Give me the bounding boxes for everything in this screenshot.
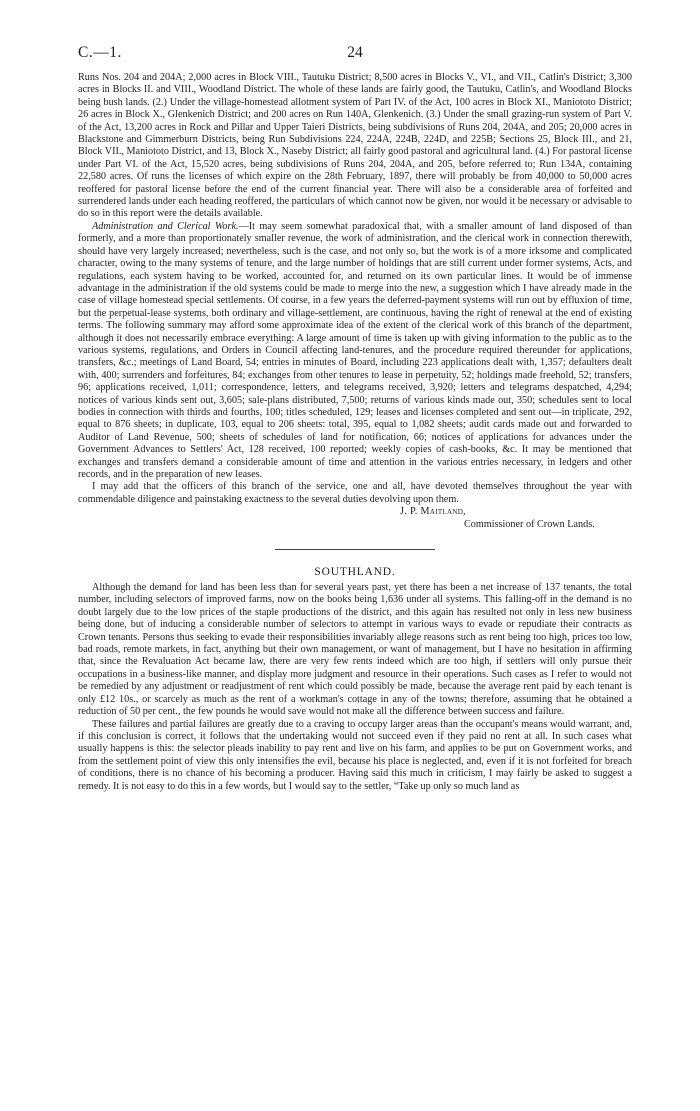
page-number: 24: [347, 44, 363, 61]
signature-title: Commissioner of Crown Lands.: [464, 518, 595, 530]
otago-section-text: [78, 72, 632, 506]
document-reference: C.—1.: [78, 44, 122, 61]
southland-paragraph-1: Although the demand for land has been less than for several years past, yet there has been a net increase of 137 tenants, the total number, including selectors of improved farms, now on the books being 1,636 under all systems. This falling-off in the demand is no doubt largely due to the low prices of the staple productions of the district, and this again has resulted not only in less new business being done, but of inducing a considerable number of selectors to attempt in various ways to evade or repudiate their contracts as Crown tenants. Persons thus seeking to evade their responsibilities invariably allege reasons such as rent being too high, prices too low, bad roads, remote markets, in fact, anything but their own management, or want of management, but I have no hesitation in affirming that, since the Revaluation Act became law, there are very few rents indeed which are too high, if settlers will only pursue their occupations in a business-like manner, and display more judgment and resource in their operations. Such cases as I refer to would not be remedied by any adjustment or readjustment of rent which could possibly be made, because the average rent paid by each tenant is only £12 10s., or scarcely as much as the rent of a workman's cottage in any of the towns; therefore, assuming that he obtained a reduction of 50 per cent., the few pounds he would save would not make all the difference between success and failure.: [78, 582, 632, 718]
otago-paragraph-3: I may add that the officers of this branch of the service, one and all, have devoted themselves throughout the year with commendable diligence and painstaking exactness to the several duties devolving upon them.: [78, 481, 632, 505]
section-divider: [275, 549, 435, 550]
signature-block: [78, 506, 632, 531]
southland-paragraph-2: These failures and partial failures are greatly due to a craving to occupy larger areas than the occupant's means would warrant, and, if this conclusion is correct, it follows that the undertaking would not succeed even if they paid no rent at all. In such cases what usually happens is this: the selector pleads inability to pay rent and live on his farm, and applies to be put on Government works, and from the settlement point of view this only intensifies the evil, because his place is neglected, and, even if it is not forfeited for breach of conditions, there is no chance of his becoming a producer. Having said this much in criticism, I may fairly be asked to suggest a remedy. It is not easy to do this in a few words, but I would say to the settler, “Take up only so much land as: [78, 718, 632, 792]
administration-subheading: Administration and Clerical Work.: [92, 220, 239, 232]
administration-paragraph-text: —It may seem somewhat paradoxical that, with a smaller amount of land disposed of than formerly, and a more than proportionately smaller revenue, the work of administration, and the clerical work in connection therewith, should have very largely increased; nevertheless, such is the case, and not only so, but the work is of a more irksome and complicated character, owing to the many systems of tenure, and the large number of holdings that are still current under former systems, Acts, and regulations, each system having to be worked, accounted for, and returned on its own particular lines. It would be of immense advantage in the administration if the old systems could be made to merge into the new, a suggestion which I have already made in the case of village homestead special settlements. Of course, in a few years the deferred-payment systems will run out by effluxion of time, but the perpetual-lease systems, both ordinary and village-settlement, are continuous, having the right of renewal at the end of existing terms. The following summary may afford some approximate idea of the extent of the clerical work of this branch of the department, although it does not necessarily embrace everything: A large amount of time is taken up with giving information to the public as to the various systems, regulations, and Orders in Council affecting land-tenures, and the procedure required thereunder for applications, transfers, &c.; meetings of Land Board, 54; entries in minutes of Board, including 223 applications dealt with, 1,357; defaulters dealt with, 400; surrenders and forfeitures, 84; exchanges from other tenures to lease in perpetuity, 52; holdings made freehold, 52; transfers, 96; applications received, 1,011; correspondence, letters, and telegrams received, 3,920; letters and telegrams despatched, 4,294; notices of various kinds sent out, 3,605; sale-plans distributed, 7,500; returns of various kinds made out, 350; schedules sent to local bodies in connection with thirds and fourths, 100; titles scheduled, 129; leases and licenses completed and sent out—in triplicate, 292, equal to 876 sheets; in duplicate, 103, equal to 206 sheets: total, 395, equal to 1,082 sheets; audit cards made out and forwarded to Auditor of Land Revenue, 500; sheets of schedules of land for notification, 66; notices of applications for advances under the Government Advances to Settlers' Act, 128 received, 100 reported; weekly copies of cash-books, &c. It may be mentioned that exchanges and transfers demand a considerable amount of time and attention in the various entries necessary, in ledgers and other records, and in the preparation of new leases.: [78, 220, 632, 480]
page-header: [78, 44, 632, 72]
southland-section-text: [78, 582, 632, 793]
otago-paragraph-2: [78, 221, 632, 482]
southland-heading: SOUTHLAND.: [314, 566, 396, 579]
otago-paragraph-1: Runs Nos. 204 and 204A; 2,000 acres in Block VIII., Tautuku District; 8,500 acres in Blocks V., VI., and VII., Catlin's District; 3,300 acres in Blocks II. and VIII., Woodland District. The whole of these lands are fairly good, the Tautuku, Catlin's, and Woodland Blocks being bush lands. (2.) Under the village-homestead allotment system of Part IV. of the Act, 100 acres in Block XI., Maniototo District; 26 acres in Block X., Glenkenich District; and 200 acres on Run 140A, Glenkenich. (3.) Under the small grazing-run system of Part V. of the Act, 13,200 acres in Rock and Pillar and Upper Taieri Districts, being subdivisions of Runs 204, 204A, and 205; 20,000 acres in Blackstone and Gimmerburn Districts, being Run Subdivisions 224, 224A, 224B, 224D, and 225B; Sections 25, Block III., and 21, Block VII., Maniototo District, and 13, Block X., Naseby District; all fairly good pastoral and agricultural land. (4.) For pastoral license under Part VI. of the Act, 15,520 acres, being subdivisions of Runs 204, 204A, and 205, before referred to; Run 134A, containing 22,580 acres. Of runs the licenses of which expire on the 28th February, 1897, there will probably be from 40,000 to 50,000 acres reoffered for pastoral license before the end of the current financial year. There will also be a considerable area of forfeited and surrendered lands under each heading reoffered, the particulars of which cannot now be given, nor would it be necessary or advisable to do so in this report were the details available.: [78, 72, 632, 220]
signature-name: J. P. Maitland,: [400, 506, 466, 518]
